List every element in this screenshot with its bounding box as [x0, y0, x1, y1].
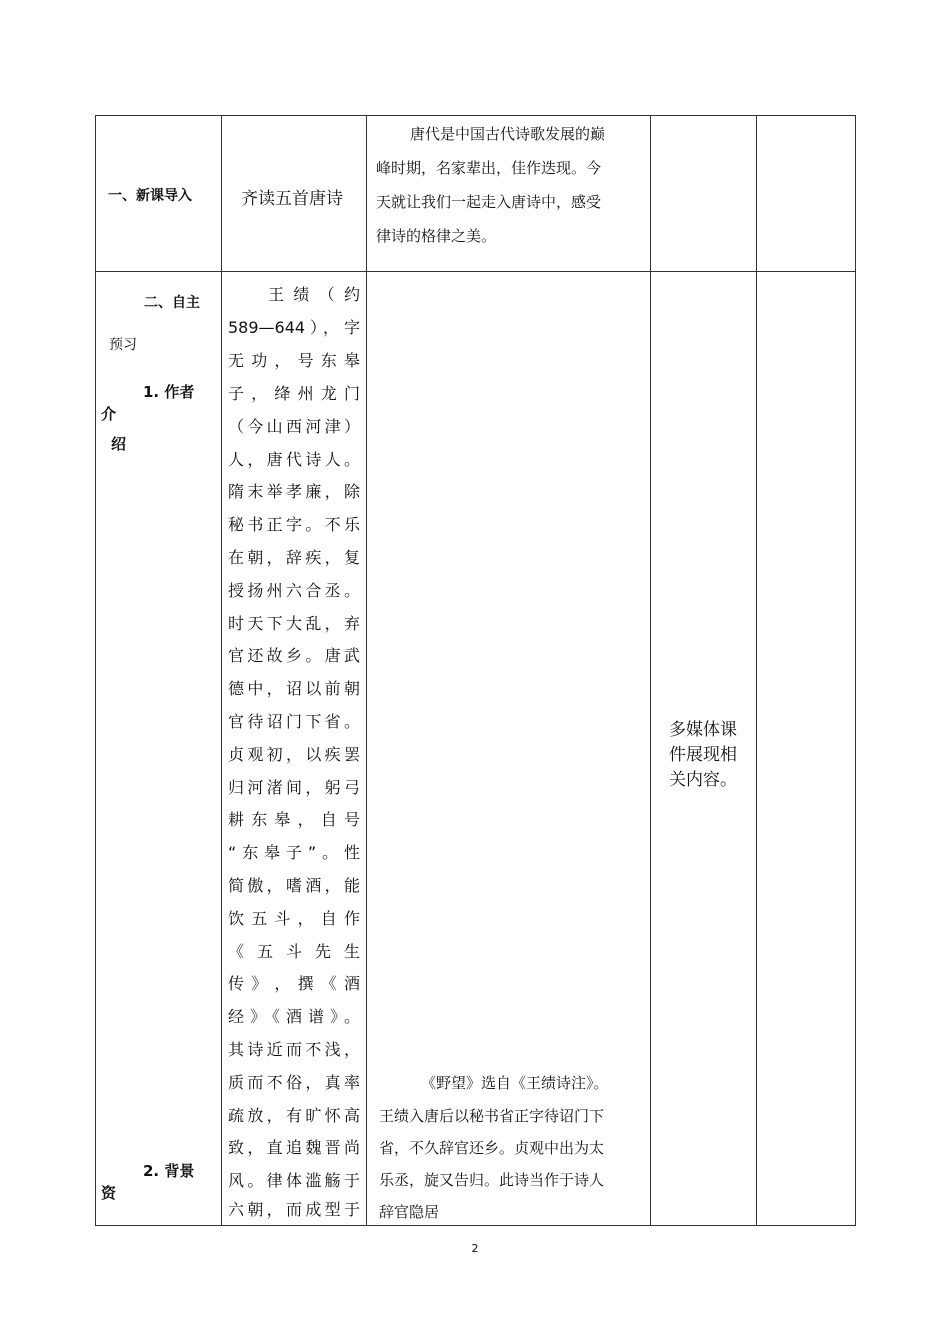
table-col-divider-4 — [756, 115, 757, 1226]
author-text-line: 质而不俗，真率 — [228, 1073, 360, 1092]
author-text-line: （今山西河津） — [228, 417, 360, 436]
section-self-study: 二、自主 — [144, 295, 200, 311]
background-text-line: 省，不久辞官还乡。贞观中出为太 — [379, 1139, 605, 1157]
sub-author-intro-cont: 绍 — [111, 435, 127, 453]
author-text-line: 秘书正字。不乐 — [228, 515, 360, 534]
author-text-line: 耕 东 皋 ， 自 号 — [228, 810, 360, 829]
author-text-line: 贞观初，以疾罢 — [228, 745, 360, 764]
author-text-line: 官还故乡。唐武 — [228, 646, 360, 665]
table-col-divider-2 — [366, 115, 367, 1226]
table-bottom-border — [95, 1225, 856, 1226]
author-text-line: 经》《酒谱》。 — [228, 1007, 360, 1026]
author-text-line: 德中，诏以前朝 — [228, 679, 360, 698]
table-row-divider — [95, 271, 856, 272]
media-note-line: 多媒体课 — [669, 720, 737, 740]
section-new-lesson-intro: 一、新课导入 — [108, 188, 192, 204]
table-top-border — [95, 115, 856, 116]
background-text-line: 《野望》选自《王绩诗注》。 — [421, 1074, 609, 1092]
author-text-line: 在朝，辞疾，复 — [228, 548, 360, 567]
table-col-divider-1 — [221, 115, 222, 1226]
author-text-line: 王 绩 （ 约 — [268, 285, 360, 304]
author-text-line: 隋末举孝廉，除 — [228, 482, 360, 501]
page-number: 2 — [471, 1242, 479, 1255]
author-text-line: 589—644），字 — [228, 318, 360, 337]
background-text-line: 辞官隐居 — [379, 1203, 440, 1221]
table-col-divider-3 — [650, 115, 651, 1226]
intro-text-line: 天就让我们一起走入唐诗中，感受 — [376, 193, 602, 211]
intro-text-line: 唐代是中国古代诗歌发展的巅 — [410, 125, 606, 143]
author-text-line: 六朝，而成型于 — [228, 1200, 360, 1219]
author-text-line: 时天下大乱，弃 — [228, 614, 360, 633]
sub-author-intro-cont: 介 — [101, 405, 117, 423]
author-text-line: 其诗近而不浅， — [228, 1040, 360, 1059]
author-text-line: 人，唐代诗人。 — [228, 450, 360, 469]
background-text-line: 王绩入唐后以秘书省正字待诏门下 — [379, 1107, 605, 1125]
author-text-line: 致，直追魏晋尚 — [228, 1138, 360, 1157]
table-right-border — [855, 115, 856, 1226]
author-text-line: 归河渚间，躬弓 — [228, 778, 360, 797]
media-note-line: 件展现相 — [669, 745, 737, 765]
media-note-line: 关内容。 — [669, 770, 737, 790]
author-text-line: 无 功 ， 号 东 皋 — [228, 351, 360, 370]
author-text-line: 《 五 斗 先 生 — [228, 942, 360, 961]
author-text-line: 简傲，嗜酒，能 — [228, 876, 360, 895]
sub-background: 2. 背景 — [143, 1162, 195, 1180]
author-text-line: 疏放，有旷怀高 — [228, 1106, 360, 1125]
table-left-border — [95, 115, 96, 1226]
sub-background-cont: 资 — [101, 1184, 117, 1202]
intro-text-line: 律诗的格律之美。 — [376, 227, 497, 245]
author-text-line: 官待诏门下省。 — [228, 712, 360, 731]
author-text-line: 传 》 ， 撰 《 酒 — [228, 974, 360, 993]
activity-read-five-poems: 齐读五首唐诗 — [241, 189, 343, 209]
sub-author-intro: 1. 作者 — [143, 383, 195, 401]
author-text-line: 授扬州六合丞。 — [228, 581, 360, 600]
intro-text-line: 峰时期，名家辈出，佳作迭现。今 — [376, 159, 602, 177]
section-self-study-cont: 预习 — [109, 337, 137, 353]
author-text-line: 风。律体滥觞于 — [228, 1171, 360, 1190]
author-text-line: “东皋子”。性 — [228, 843, 360, 862]
author-text-line: 饮 五 斗 ， 自 作 — [228, 909, 360, 928]
background-text-line: 乐丞，旋又告归。此诗当作于诗人 — [379, 1171, 605, 1189]
author-text-line: 子 ， 绛 州 龙 门 — [228, 384, 360, 403]
